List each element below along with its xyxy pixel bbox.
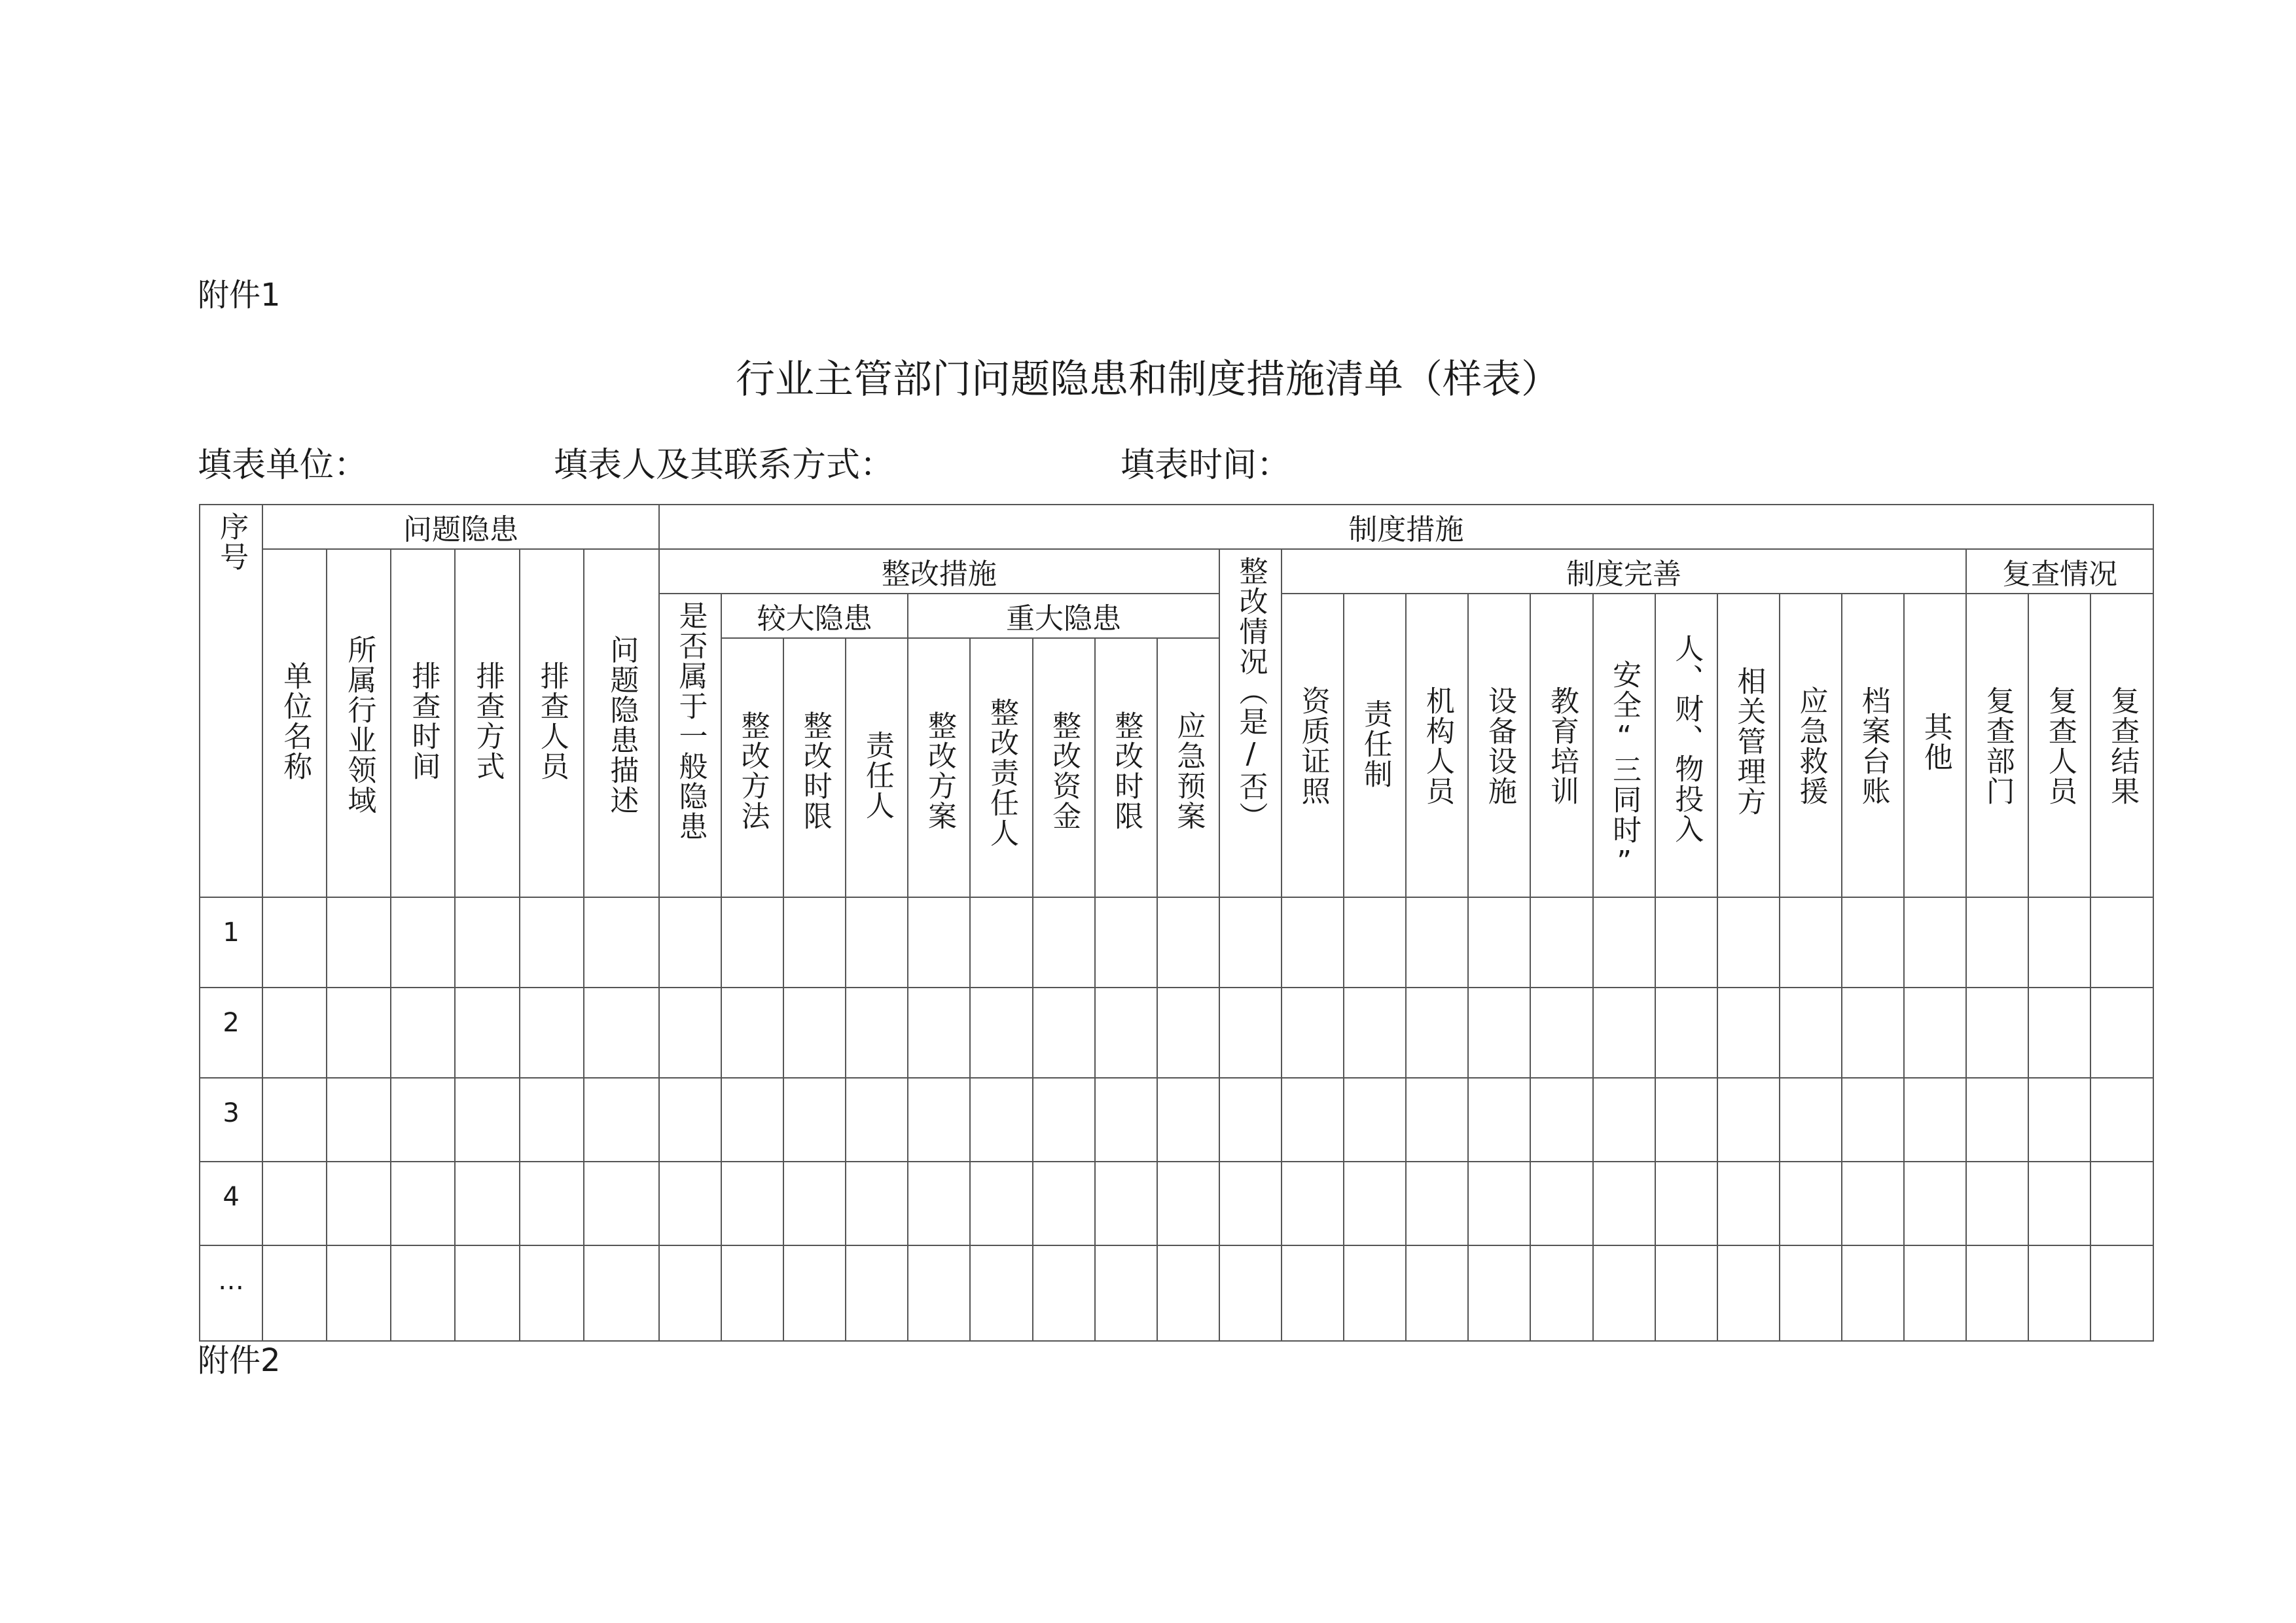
- header-other: 其他: [1904, 594, 1966, 897]
- header-responsibility: 责任制: [1344, 594, 1406, 897]
- annex-label-bottom: 附件2: [198, 1342, 281, 1379]
- row-seq: …: [200, 1245, 262, 1341]
- header-unit-name: 单位名称: [262, 549, 327, 897]
- header-larger-method: 整改方法: [721, 638, 783, 897]
- header-training: 教育培训: [1530, 594, 1592, 897]
- header-related-mgmt: 相关管理方: [1717, 594, 1780, 897]
- header-review-staff: 复查人员: [2028, 594, 2090, 897]
- table-row: [200, 988, 2153, 1078]
- header-major-deadline: 整改时限: [1095, 638, 1157, 897]
- hazard-measure-table: [199, 504, 2154, 1342]
- header-review-dept: 复查部门: [1966, 594, 2028, 897]
- row-seq: 4: [200, 1162, 262, 1245]
- header-system-improve: 制度完善: [1282, 549, 1966, 594]
- header-major-emergency: 应急预案: [1157, 638, 1219, 897]
- header-seq: 序号: [200, 505, 262, 897]
- header-larger-hazard: 较大隐患: [721, 594, 908, 638]
- header-larger-responsible: 责任人: [846, 638, 908, 897]
- row-seq: 3: [200, 1078, 262, 1162]
- header-qualification: 资质证照: [1282, 594, 1344, 897]
- annex-label: 附件1: [198, 277, 281, 313]
- header-major-funds: 整改资金: [1033, 638, 1095, 897]
- table-row: [200, 1078, 2153, 1162]
- header-group-measures: 制度措施: [659, 505, 2153, 549]
- header-three-simultaneous: 安全“三同时”: [1593, 594, 1655, 897]
- fill-time-label: 填表时间：: [1121, 446, 1291, 485]
- header-is-general: 是否属于一般隐患: [659, 594, 721, 897]
- header-major-responsible: 整改责任人: [970, 638, 1032, 897]
- header-rect-status: 整改情况（是/否）: [1219, 549, 1282, 897]
- header-industry: 所属行业领域: [327, 549, 391, 897]
- row-seq: 1: [200, 897, 262, 988]
- header-review-result: 复查结果: [2090, 594, 2153, 897]
- header-major-hazard: 重大隐患: [908, 594, 1219, 638]
- header-review: 复查情况: [1966, 549, 2153, 594]
- header-check-staff: 排查人员: [520, 549, 584, 897]
- header-major-plan: 整改方案: [908, 638, 970, 897]
- header-equipment: 设备设施: [1468, 594, 1530, 897]
- header-larger-deadline: 整改时限: [783, 638, 846, 897]
- header-emergency-rescue: 应急救援: [1780, 594, 1842, 897]
- header-problem-desc: 问题隐患描述: [584, 549, 659, 897]
- table-row: [200, 1245, 2153, 1341]
- header-archives: 档案台账: [1842, 594, 1904, 897]
- header-rectification: 整改措施: [659, 549, 1219, 594]
- header-check-time: 排查时间: [391, 549, 455, 897]
- header-check-method: 排查方式: [455, 549, 519, 897]
- header-organization: 机构人员: [1406, 594, 1468, 897]
- table-row: [200, 1162, 2153, 1245]
- table-row: [200, 897, 2153, 988]
- fill-person-label: 填表人及其联系方式：: [554, 446, 895, 485]
- page-title: 行业主管部门问题隐患和制度措施清单（样表）: [736, 357, 1560, 402]
- row-seq: 2: [200, 988, 262, 1078]
- header-investment: 人、财、物投入: [1655, 594, 1717, 897]
- fill-unit-label: 填表单位：: [198, 446, 368, 485]
- header-group-problems: 问题隐患: [262, 505, 659, 549]
